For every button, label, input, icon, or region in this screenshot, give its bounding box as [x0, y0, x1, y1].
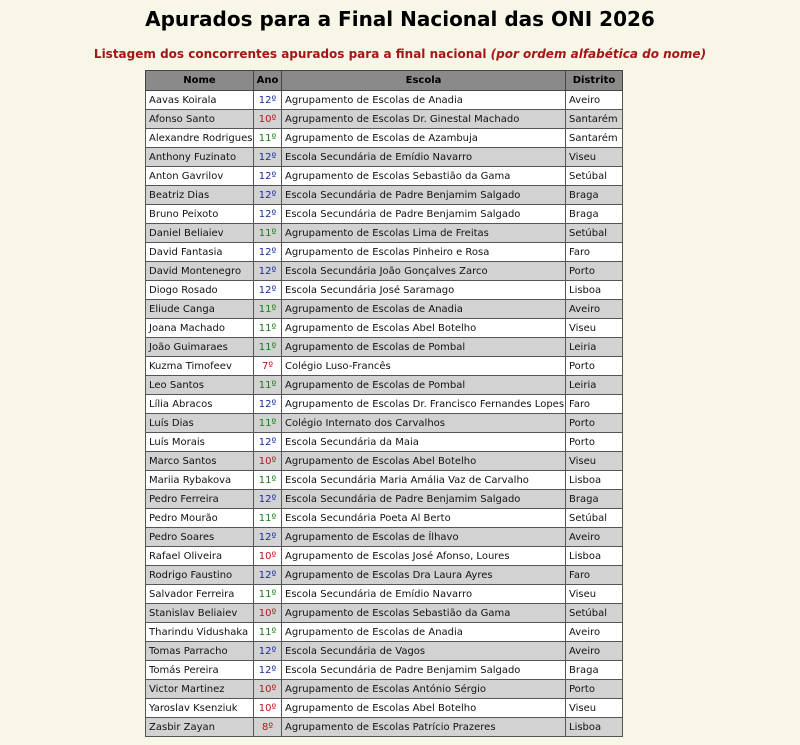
table-row [146, 699, 623, 718]
cell-distrito: Aveiro [566, 642, 623, 661]
cell-escola: Agrupamento de Escolas Abel Botelho [282, 319, 566, 338]
table-row [146, 718, 623, 737]
cell-escola: Agrupamento de Escolas Dr. Francisco Fernandes Lopes [282, 395, 566, 414]
table-row [146, 129, 623, 148]
cell-ano: 10º [254, 110, 282, 129]
table-row [146, 319, 623, 338]
table-row [146, 205, 623, 224]
cell-escola: Escola Secundária de Padre Benjamim Salgado [282, 661, 566, 680]
table-body [146, 91, 623, 737]
header-nome: Nome [146, 71, 254, 91]
cell-ano: 12º [254, 490, 282, 509]
cell-escola: Colégio Luso-Francês [282, 357, 566, 376]
cell-distrito: Setúbal [566, 167, 623, 186]
cell-nome: David Fantasia [146, 243, 254, 262]
cell-escola: Agrupamento de Escolas Patrício Prazeres [282, 718, 566, 737]
cell-distrito: Braga [566, 205, 623, 224]
cell-nome: Anthony Fuzinato [146, 148, 254, 167]
cell-escola: Escola Secundária Maria Amália Vaz de Carvalho [282, 471, 566, 490]
cell-nome: Rafael Oliveira [146, 547, 254, 566]
cell-ano: 12º [254, 186, 282, 205]
cell-distrito: Santarém [566, 129, 623, 148]
cell-ano: 10º [254, 680, 282, 699]
cell-nome: João Guimaraes [146, 338, 254, 357]
cell-distrito: Aveiro [566, 528, 623, 547]
qualified-table [145, 70, 623, 737]
cell-escola: Agrupamento de Escolas José Afonso, Loures [282, 547, 566, 566]
table-row [146, 338, 623, 357]
cell-distrito: Aveiro [566, 91, 623, 110]
cell-nome: David Montenegro [146, 262, 254, 281]
cell-distrito: Braga [566, 186, 623, 205]
cell-escola: Agrupamento de Escolas de Pombal [282, 338, 566, 357]
cell-nome: Daniel Beliaiev [146, 224, 254, 243]
table-row [146, 186, 623, 205]
table-row [146, 490, 623, 509]
cell-distrito: Setúbal [566, 604, 623, 623]
cell-escola: Agrupamento de Escolas Lima de Freitas [282, 224, 566, 243]
table-row [146, 566, 623, 585]
cell-distrito: Porto [566, 433, 623, 452]
cell-nome: Victor Martinez [146, 680, 254, 699]
cell-escola: Escola Secundária de Padre Benjamim Salgado [282, 490, 566, 509]
cell-nome: Lília Abracos [146, 395, 254, 414]
cell-distrito: Setúbal [566, 509, 623, 528]
cell-nome: Pedro Ferreira [146, 490, 254, 509]
cell-nome: Marco Santos [146, 452, 254, 471]
cell-escola: Agrupamento de Escolas de Anadia [282, 91, 566, 110]
cell-distrito: Viseu [566, 699, 623, 718]
cell-distrito: Porto [566, 262, 623, 281]
table-row [146, 262, 623, 281]
subtitle-note: (por ordem alfabética do nome) [490, 47, 707, 61]
cell-distrito: Leiria [566, 338, 623, 357]
cell-ano: 12º [254, 661, 282, 680]
cell-distrito: Lisboa [566, 718, 623, 737]
cell-nome: Aavas Koirala [146, 91, 254, 110]
cell-escola: Colégio Internato dos Carvalhos [282, 414, 566, 433]
cell-ano: 12º [254, 262, 282, 281]
cell-ano: 12º [254, 566, 282, 585]
cell-nome: Salvador Ferreira [146, 585, 254, 604]
cell-escola: Agrupamento de Escolas Dra Laura Ayres [282, 566, 566, 585]
table-row [146, 604, 623, 623]
table-row [146, 281, 623, 300]
cell-nome: Eliude Canga [146, 300, 254, 319]
cell-nome: Stanislav Beliaiev [146, 604, 254, 623]
cell-nome: Tomás Pereira [146, 661, 254, 680]
cell-distrito: Porto [566, 357, 623, 376]
cell-nome: Mariia Rybakova [146, 471, 254, 490]
table-row [146, 357, 623, 376]
cell-nome: Pedro Soares [146, 528, 254, 547]
cell-ano: 10º [254, 547, 282, 566]
cell-ano: 11º [254, 585, 282, 604]
cell-ano: 7º [254, 357, 282, 376]
table-row [146, 661, 623, 680]
header-ano: Ano [254, 71, 282, 91]
cell-distrito: Viseu [566, 319, 623, 338]
cell-nome: Diogo Rosado [146, 281, 254, 300]
cell-escola: Agrupamento de Escolas Sebastião da Gama [282, 604, 566, 623]
cell-escola: Agrupamento de Escolas Abel Botelho [282, 452, 566, 471]
table-row [146, 623, 623, 642]
cell-ano: 11º [254, 224, 282, 243]
table-row [146, 528, 623, 547]
table-row [146, 433, 623, 452]
cell-escola: Agrupamento de Escolas Dr. Ginestal Machado [282, 110, 566, 129]
cell-ano: 12º [254, 91, 282, 110]
cell-escola: Escola Secundária de Emídio Navarro [282, 148, 566, 167]
cell-distrito: Aveiro [566, 300, 623, 319]
cell-escola: Escola Secundária de Padre Benjamim Salgado [282, 205, 566, 224]
table-row [146, 642, 623, 661]
table-header-row [146, 71, 623, 91]
cell-escola: Escola Secundária Poeta Al Berto [282, 509, 566, 528]
cell-distrito: Braga [566, 490, 623, 509]
table-row [146, 471, 623, 490]
header-escola: Escola [282, 71, 566, 91]
table-row [146, 680, 623, 699]
subtitle-text: Listagem dos concorrentes apurados para a final nacional [93, 47, 487, 61]
cell-distrito: Santarém [566, 110, 623, 129]
cell-ano: 11º [254, 509, 282, 528]
cell-ano: 12º [254, 395, 282, 414]
cell-escola: Agrupamento de Escolas Sebastião da Gama [282, 167, 566, 186]
cell-nome: Anton Gavrilov [146, 167, 254, 186]
cell-ano: 12º [254, 528, 282, 547]
cell-nome: Joana Machado [146, 319, 254, 338]
cell-ano: 12º [254, 642, 282, 661]
table-row [146, 148, 623, 167]
cell-ano: 11º [254, 319, 282, 338]
cell-distrito: Viseu [566, 452, 623, 471]
cell-ano: 11º [254, 129, 282, 148]
cell-distrito: Lisboa [566, 281, 623, 300]
cell-ano: 11º [254, 376, 282, 395]
cell-nome: Luís Morais [146, 433, 254, 452]
table-row [146, 452, 623, 471]
cell-escola: Agrupamento de Escolas de Anadia [282, 623, 566, 642]
cell-nome: Rodrigo Faustino [146, 566, 254, 585]
cell-distrito: Braga [566, 661, 623, 680]
table-row [146, 414, 623, 433]
cell-ano: 11º [254, 300, 282, 319]
cell-distrito: Faro [566, 566, 623, 585]
cell-ano: 12º [254, 167, 282, 186]
cell-nome: Luís Dias [146, 414, 254, 433]
cell-nome: Beatriz Dias [146, 186, 254, 205]
page-title: Apurados para a Final Nacional das ONI 2026 [145, 7, 655, 31]
cell-ano: 12º [254, 205, 282, 224]
table-row [146, 167, 623, 186]
cell-distrito: Porto [566, 680, 623, 699]
cell-distrito: Leiria [566, 376, 623, 395]
cell-nome: Tomas Parracho [146, 642, 254, 661]
cell-distrito: Faro [566, 395, 623, 414]
cell-nome: Leo Santos [146, 376, 254, 395]
cell-ano: 11º [254, 471, 282, 490]
table-row [146, 110, 623, 129]
cell-nome: Yaroslav Ksenziuk [146, 699, 254, 718]
cell-ano: 10º [254, 604, 282, 623]
table-row [146, 300, 623, 319]
cell-escola: Agrupamento de Escolas de Ílhavo [282, 528, 566, 547]
cell-escola: Agrupamento de Escolas de Anadia [282, 300, 566, 319]
cell-ano: 12º [254, 281, 282, 300]
cell-nome: Pedro Mourão [146, 509, 254, 528]
cell-distrito: Faro [566, 243, 623, 262]
cell-ano: 11º [254, 414, 282, 433]
cell-ano: 8º [254, 718, 282, 737]
cell-escola: Agrupamento de Escolas Pinheiro e Rosa [282, 243, 566, 262]
page-subtitle [0, 46, 800, 62]
table-row [146, 91, 623, 110]
table-row [146, 585, 623, 604]
cell-escola: Escola Secundária de Vagos [282, 642, 566, 661]
cell-escola: Agrupamento de Escolas de Pombal [282, 376, 566, 395]
cell-distrito: Viseu [566, 148, 623, 167]
cell-escola: Escola Secundária de Padre Benjamim Salgado [282, 186, 566, 205]
cell-nome: Bruno Peixoto [146, 205, 254, 224]
cell-ano: 12º [254, 148, 282, 167]
table-row [146, 547, 623, 566]
table-row [146, 224, 623, 243]
cell-nome: Zasbir Zayan [146, 718, 254, 737]
table-row [146, 376, 623, 395]
cell-escola: Escola Secundária de Emídio Navarro [282, 585, 566, 604]
cell-nome: Alexandre Rodrigues [146, 129, 254, 148]
cell-escola: Escola Secundária João Gonçalves Zarco [282, 262, 566, 281]
cell-ano: 10º [254, 452, 282, 471]
cell-nome: Afonso Santo [146, 110, 254, 129]
table-row [146, 509, 623, 528]
cell-distrito: Setúbal [566, 224, 623, 243]
cell-nome: Tharindu Vidushaka [146, 623, 254, 642]
cell-ano: 11º [254, 338, 282, 357]
cell-distrito: Porto [566, 414, 623, 433]
cell-distrito: Aveiro [566, 623, 623, 642]
cell-ano: 12º [254, 433, 282, 452]
cell-distrito: Lisboa [566, 547, 623, 566]
cell-distrito: Lisboa [566, 471, 623, 490]
cell-ano: 10º [254, 699, 282, 718]
table-row [146, 243, 623, 262]
cell-ano: 11º [254, 623, 282, 642]
table-row [146, 395, 623, 414]
cell-escola: Escola Secundária da Maia [282, 433, 566, 452]
cell-escola: Escola Secundária José Saramago [282, 281, 566, 300]
cell-distrito: Viseu [566, 585, 623, 604]
cell-escola: Agrupamento de Escolas António Sérgio [282, 680, 566, 699]
cell-escola: Agrupamento de Escolas Abel Botelho [282, 699, 566, 718]
header-distrito: Distrito [566, 71, 623, 91]
cell-nome: Kuzma Timofeev [146, 357, 254, 376]
cell-ano: 12º [254, 243, 282, 262]
cell-escola: Agrupamento de Escolas de Azambuja [282, 129, 566, 148]
